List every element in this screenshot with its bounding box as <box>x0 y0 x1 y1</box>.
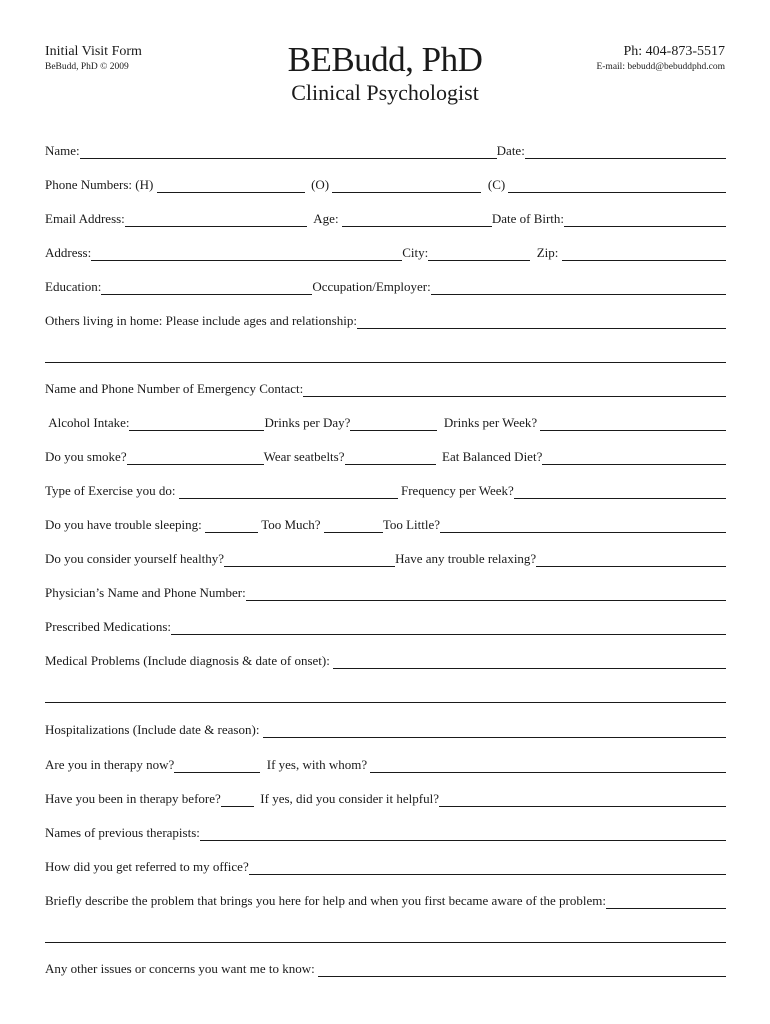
too-much-field[interactable] <box>324 519 383 533</box>
education-label: Education: <box>45 279 102 294</box>
phone-cell-field[interactable] <box>508 179 726 193</box>
problem-description-label: Briefly describe the problem that brings you here for help and when you first became aware of the problem: <box>45 893 606 908</box>
email-field[interactable] <box>125 213 307 227</box>
household-label: Others living in home: Please include ages and relationship: <box>45 313 357 328</box>
form-row-education <box>45 277 726 295</box>
exercise-frequency-label: Frequency per Week? <box>401 483 514 498</box>
form-header-right <box>596 44 725 73</box>
emergency-contact-field[interactable] <box>303 383 726 397</box>
form-row-physician <box>45 583 726 601</box>
physician-label: Physician’s Name and Phone Number: <box>45 585 246 600</box>
trouble-relaxing-field[interactable] <box>536 553 726 567</box>
therapy-now-field[interactable] <box>174 759 260 773</box>
form-row-hospitalizations <box>45 720 726 738</box>
therapy-before-field[interactable] <box>221 793 254 807</box>
occupation-label: Occupation/Employer: <box>312 279 431 294</box>
age-label: Age: <box>313 211 339 226</box>
emergency-contact-label: Name and Phone Number of Emergency Contact: <box>45 381 304 396</box>
therapy-helpful-label: If yes, did you consider it helpful? <box>260 791 439 806</box>
form-row-referral <box>45 857 726 875</box>
form-row-household <box>45 311 726 329</box>
too-much-label: Too Much? <box>261 517 321 532</box>
therapy-with-whom-field[interactable] <box>370 759 726 773</box>
therapy-now-label: Are you in therapy now? <box>45 757 175 772</box>
form-row-alcohol <box>45 413 726 431</box>
too-little-label: Too Little? <box>382 517 441 532</box>
smoke-field[interactable] <box>127 451 264 465</box>
seatbelts-field[interactable] <box>345 451 436 465</box>
medical-problems-label: Medical Problems (Include diagnosis & date of onset): <box>45 653 330 668</box>
practice-subtitle: Clinical Psychologist <box>291 80 479 105</box>
form-row-email-age-dob <box>45 209 726 227</box>
drinks-per-week-field[interactable] <box>540 417 726 431</box>
other-issues-field[interactable] <box>318 963 726 977</box>
hospitalizations-field[interactable] <box>263 724 726 738</box>
therapy-with-whom-label: If yes, with whom? <box>266 757 368 772</box>
age-field[interactable] <box>342 213 492 227</box>
balanced-diet-label: Eat Balanced Diet? <box>442 449 543 464</box>
form-row-other-issues <box>45 959 726 977</box>
form-row-phone <box>45 175 726 193</box>
other-issues-label: Any other issues or concerns you want me to know: <box>45 961 315 976</box>
form-title: Initial Visit Form <box>45 44 142 59</box>
problem-description-field-line-2[interactable] <box>45 942 726 943</box>
date-label: Date: <box>496 143 525 158</box>
therapy-before-label: Have you been in therapy before? <box>45 791 221 806</box>
address-field[interactable] <box>91 247 402 261</box>
contact-phone: Ph: 404-873-5517 <box>623 44 725 59</box>
medications-label: Prescribed Medications: <box>45 619 171 634</box>
zip-field[interactable] <box>562 247 726 261</box>
form-row-problem-description <box>45 891 726 909</box>
therapy-helpful-field[interactable] <box>439 793 726 807</box>
form-row-habits <box>45 447 726 465</box>
medications-field[interactable] <box>171 621 726 635</box>
drinks-per-day-label: Drinks per Day? <box>264 415 351 430</box>
trouble-sleeping-field[interactable] <box>205 519 258 533</box>
phone-cell-label: (C) <box>487 177 506 192</box>
smoke-label: Do you smoke? <box>45 449 127 464</box>
name-label: Name: <box>45 143 80 158</box>
medical-problems-field[interactable] <box>333 655 726 669</box>
form-row-address <box>45 243 726 261</box>
form-row-therapy-now <box>45 755 726 773</box>
form-row-therapy-before <box>45 789 726 807</box>
drinks-per-day-field[interactable] <box>350 417 437 431</box>
seatbelts-label: Wear seatbelts? <box>263 449 345 464</box>
healthy-label: Do you consider yourself healthy? <box>45 551 225 566</box>
city-field[interactable] <box>428 247 530 261</box>
medical-problems-field-line-2[interactable] <box>45 702 726 703</box>
address-label: Address: <box>45 245 92 260</box>
phone-home-field[interactable] <box>157 179 305 193</box>
practice-name: BEBudd, PhD <box>287 40 483 79</box>
occupation-field[interactable] <box>431 281 726 295</box>
phone-office-field[interactable] <box>332 179 481 193</box>
form-row-exercise <box>45 481 726 499</box>
household-field-line-2[interactable] <box>45 362 726 363</box>
exercise-frequency-field[interactable] <box>514 485 726 499</box>
phone-home-label: Phone Numbers: (H) <box>45 177 154 192</box>
too-little-field[interactable] <box>440 519 726 533</box>
alcohol-intake-label: Alcohol Intake: <box>48 415 130 430</box>
exercise-type-label: Type of Exercise you do: <box>45 483 176 498</box>
referral-field[interactable] <box>249 861 726 875</box>
dob-label: Date of Birth: <box>491 211 565 226</box>
date-field[interactable] <box>525 145 726 159</box>
exercise-type-field[interactable] <box>179 485 398 499</box>
form-row-name-date <box>45 141 726 159</box>
healthy-field[interactable] <box>224 553 395 567</box>
city-label: City: <box>402 245 429 260</box>
problem-description-field[interactable] <box>606 895 726 909</box>
contact-email: E-mail: bebudd@bebuddphd.com <box>596 62 725 72</box>
email-label: Email Address: <box>45 211 125 226</box>
drinks-per-week-label: Drinks per Week? <box>443 415 538 430</box>
hospitalizations-label: Hospitalizations (Include date & reason): <box>45 722 260 737</box>
copyright-notice: BeBudd, PhD © 2009 <box>45 62 129 72</box>
form-row-medications <box>45 617 726 635</box>
name-field[interactable] <box>80 145 497 159</box>
form-row-previous-therapists <box>45 823 726 841</box>
form-row-sleep <box>45 515 726 533</box>
zip-label: Zip: <box>536 245 559 260</box>
education-field[interactable] <box>101 281 312 295</box>
form-row-health <box>45 549 726 567</box>
phone-office-label: (O) <box>311 177 330 192</box>
form-row-medical-problems <box>45 651 726 669</box>
trouble-sleeping-label: Do you have trouble sleeping: <box>45 517 202 532</box>
previous-therapists-field[interactable] <box>200 827 726 841</box>
trouble-relaxing-label: Have any trouble relaxing? <box>395 551 537 566</box>
referral-label: How did you get referred to my office? <box>45 859 249 874</box>
household-field[interactable] <box>357 315 726 329</box>
physician-field[interactable] <box>246 587 726 601</box>
form-row-emergency <box>45 379 726 397</box>
alcohol-intake-field[interactable] <box>129 417 264 431</box>
balanced-diet-field[interactable] <box>542 451 726 465</box>
previous-therapists-label: Names of previous therapists: <box>45 825 200 840</box>
dob-field[interactable] <box>564 213 726 227</box>
